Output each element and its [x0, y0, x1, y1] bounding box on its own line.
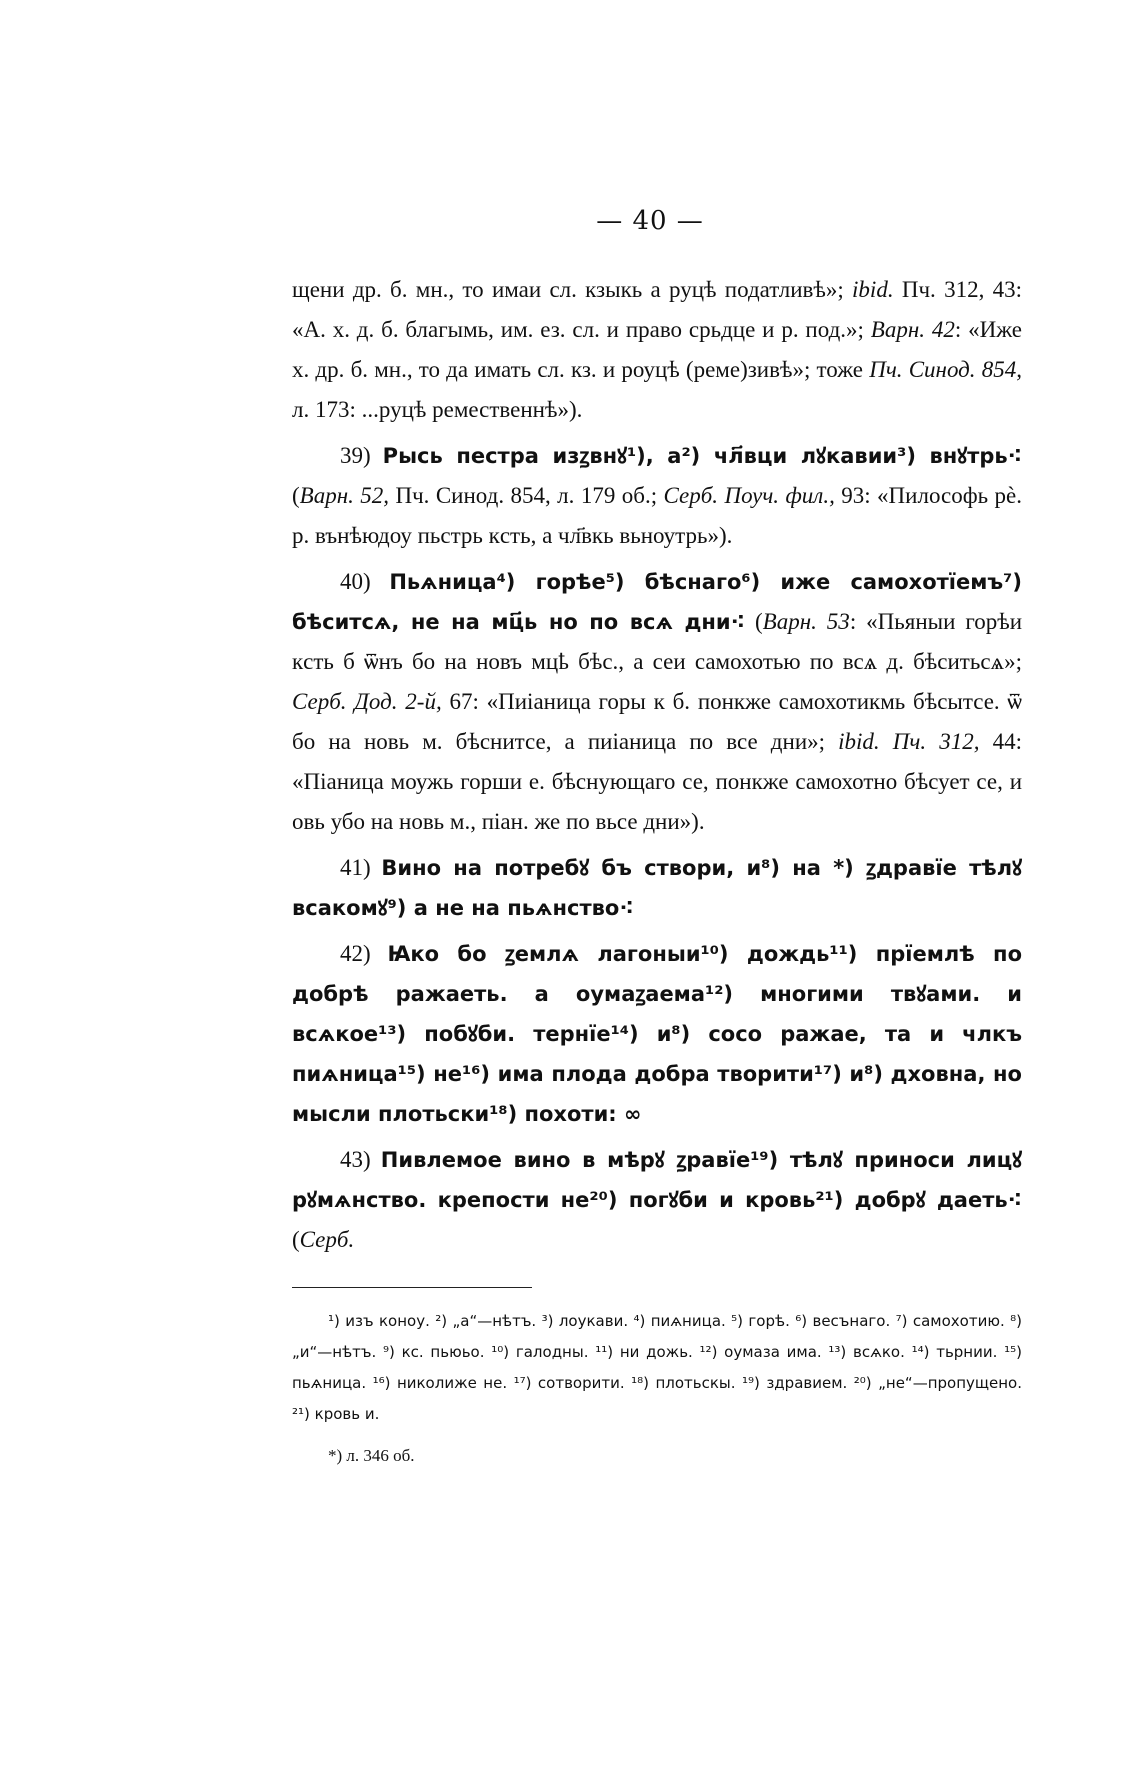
entry-number: 42)	[340, 941, 388, 966]
paragraph-text: (	[292, 483, 300, 508]
source-reference: Варн. 53	[762, 609, 850, 634]
main-text	[292, 270, 1022, 1266]
source-reference: Серб. Дод. 2-й,	[292, 689, 442, 714]
entry-41	[292, 848, 1022, 928]
footnote-divider	[292, 1287, 532, 1288]
entry-40	[292, 562, 1022, 842]
old-slavonic-quote: Ꙗко бо ꙁемлѧ лагоныи¹⁰) дождь¹¹) прїемлѣ по добрѣ ражаеть. а оумаꙁаема¹²) многими твꙋами. и всѧкое¹³) побꙋби. тернїе¹⁴) и⁸) сосо ражае, та и члкъ пиѧница¹⁵) не¹⁶) има плода добра творити¹⁷) и⁸) дховна, но мысли плотьски¹⁸) похоти: ∞	[292, 942, 1022, 1126]
old-slavonic-quote: Рысь пестра изꙁвнꙋ¹), а²) чл҃вци лꙋкавии³) внꙋтрь⁖	[382, 444, 1022, 468]
paragraph-text: Пч. 312, 43: «А. х. д. б. благымь, им. ез. сл. и право срьдце и р. под.»;	[292, 277, 1022, 342]
paragraph-text: 67: «Пиіаница горы к б. понкже самохотикмь бѣсытсе. ѿ бо на новь м. бѣснитсе, а пиіаница по все дни»;	[292, 689, 1022, 754]
page-number: — 40 —	[596, 206, 704, 236]
source-reference: ibid. Пч. 312,	[838, 729, 980, 754]
paragraph-continuation	[292, 270, 1022, 430]
paragraph-text: (	[745, 609, 763, 634]
footnotes	[292, 1306, 1022, 1471]
entry-number: 40)	[340, 569, 390, 594]
source-reference: Серб.	[299, 1227, 355, 1252]
source-reference: ibid.	[852, 277, 894, 302]
old-slavonic-quote: Вино на потребꙋ бъ створи, и⁸) на *) ꙁдравїе тѣлꙋ всакомꙋ⁹) а не на пьѧнство⁖	[292, 856, 1022, 920]
source-reference: Пч. Синод. 854,	[869, 357, 1022, 382]
source-reference: Варн. 42	[870, 317, 955, 342]
paragraph-text: 44: «Піаница моужь горши е. бѣснующаго се, понкже самохотно бѣсует се, и овь убо на новь м., піан. же по вьсе дни»).	[292, 729, 1022, 834]
old-slavonic-quote: Пьѧница⁴) горѣе⁵) бѣснаго⁶) иже самохотїемъ⁷) бѣситсѧ, не на мц҃ь но по всѧ дни⁖	[292, 570, 1022, 634]
source-reference: Варн. 52,	[299, 483, 390, 508]
paragraph-text: : «Иже х. др. б. мн., то да имать сл. кз. и роуцѣ (реме)зивѣ»; тоже	[292, 317, 1022, 382]
entry-43	[292, 1140, 1022, 1260]
paragraph-text: 93: «Пилософь рѐ. р. вънѣюдоу пьстрь кcть, а чл҃вкь вьноутрь»).	[292, 483, 1023, 548]
paragraph-text: : «Пьяныи горѣи кcть б ѿнъ бо на новъ мцҍ бѣс., а сеи самохотью по всѧ д. бѣситьсѧ»;	[292, 609, 1023, 674]
entry-number: 39)	[340, 443, 383, 468]
entry-42	[292, 934, 1022, 1134]
entry-39	[292, 436, 1022, 556]
paragraph-text: щени др. б. мн., то имаи сл. кзыкь а руцѣ податливѣ»;	[292, 277, 853, 302]
footnote-variants: ¹) изъ коноу. ²) „а“—нѣтъ. ³) лоукави. ⁴) пиѧница. ⁵) горѣ. ⁶) весънаго. ⁷) самохотию. ⁸) „и“—нѣтъ. ⁹) кс. пьюьо. ¹⁰) галодны. ¹¹) ни дожь. ¹²) оумаза има. ¹³) всѧко. ¹⁴) тьрнии. ¹⁵) пьѧница. ¹⁶) николиже не. ¹⁷) сотворити. ¹⁸) плотьскы. ¹⁹) здравием. ²⁰) „не“—пропущено. ²¹) кровь и.	[292, 1312, 1022, 1423]
source-reference: Серб. Поуч. фил.,	[663, 483, 835, 508]
paragraph-text: Пч. Синод. 854, л. 179 об.;	[389, 483, 664, 508]
old-slavonic-quote: Пивлемое вино в мѣрꙋ ꙁравїе¹⁹) тѣлꙋ приноси лицꙋ рꙋмѧнство. крепости не²⁰) погꙋби и кровь²¹) добрꙋ даеть⁖	[292, 1148, 1022, 1212]
paragraph-text: л. 173: ...руцѣ ремественнѣ»).	[292, 397, 583, 422]
entry-number: 43)	[340, 1147, 381, 1172]
footnote-star: *) л. 346 об.	[328, 1446, 415, 1465]
entry-number: 41)	[340, 855, 382, 880]
paragraph-text: (	[292, 1227, 300, 1252]
